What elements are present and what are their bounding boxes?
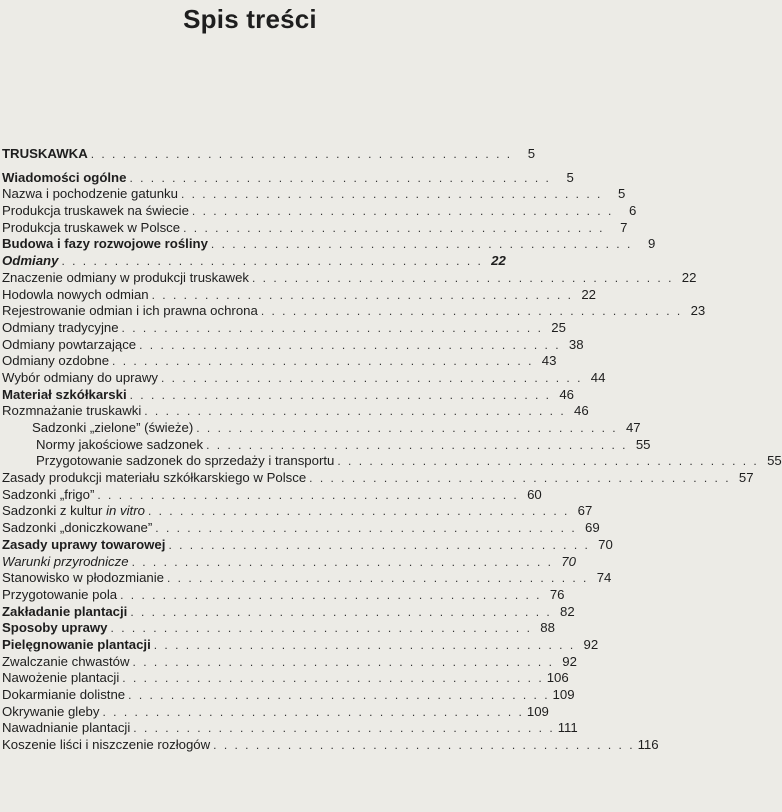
toc-page-number: 22 bbox=[681, 269, 697, 285]
toc-entry-title: Normy jakościowe sadzonek bbox=[36, 436, 204, 452]
toc-entry bbox=[2, 319, 566, 337]
dot-leader: . . . . . . . . . . . . . . . . . . . . . . . . . . . . . . . . . . . . . . . . bbox=[133, 721, 555, 736]
dot-leader: . . . . . . . . . . . . . . . . . . . . . . . . . . . . . . . . . . . . . . . . bbox=[130, 604, 552, 619]
toc-entry-title: Wybór odmiany do uprawy bbox=[2, 369, 159, 385]
toc-entry bbox=[2, 436, 651, 454]
table-of-contents bbox=[2, 146, 782, 754]
dot-leader: . . . . . . . . . . . . . . . . . . . . . . . . . . . . . . . . . . . . . . . . bbox=[147, 504, 570, 519]
toc-entry bbox=[2, 503, 593, 520]
toc-entry bbox=[2, 403, 589, 420]
dot-leader: . . . . . . . . . . . . . . . . . . . . . . . . . . . . . . . . . . . . . . . . bbox=[151, 287, 573, 302]
toc-entry-title: Odmiany tradycyjne bbox=[2, 319, 119, 335]
dot-leader: . . . . . . . . . . . . . . . . . . . . . . . . . . . . . . . . . . . . . . . . bbox=[206, 437, 628, 452]
toc-entry-title: Koszenie liści i niszczenie rozłogów bbox=[2, 737, 211, 753]
toc-entry bbox=[2, 186, 626, 203]
toc-entry bbox=[2, 603, 575, 621]
toc-entry bbox=[2, 653, 577, 671]
dot-leader: . . . . . . . . . . . . . . . . . . . . . . . . . . . . . . . . . . . . . . . . bbox=[309, 471, 731, 486]
dot-leader: . . . . . . . . . . . . . . . . . . . . . . . . . . . . . . . . . . . . . . . . bbox=[260, 304, 683, 319]
toc-page-number: 57 bbox=[738, 470, 754, 486]
toc-page-number: 47 bbox=[625, 420, 641, 435]
toc-entry bbox=[2, 203, 637, 220]
toc-entry-title: Sadzonki „frigo” bbox=[2, 486, 95, 502]
dot-leader: . . . . . . . . . . . . . . . . . . . . . . . . . . . . . . . . . . . . . . . . bbox=[120, 587, 542, 602]
toc-entry-title: Odmiany bbox=[2, 253, 59, 269]
toc-entry-title: Stanowisko w płodozmianie bbox=[2, 570, 164, 586]
dot-leader: . . . . . . . . . . . . . . . . . . . . . . . . . . . . . . . . . . . . . . . . bbox=[337, 454, 759, 469]
toc-entry bbox=[2, 369, 606, 387]
toc-entry bbox=[2, 703, 549, 721]
toc-entry-title-italic: in vitro bbox=[106, 503, 145, 519]
toc-page-number: 9 bbox=[647, 236, 656, 252]
toc-page-number: 55 bbox=[635, 436, 651, 452]
toc-entry-title: Odmiany powtarzające bbox=[2, 336, 137, 352]
toc-page-number: 74 bbox=[596, 570, 612, 586]
toc-page-number: 111 bbox=[557, 720, 578, 736]
toc-entry-title: Pielęgnowanie plantacji bbox=[2, 636, 151, 652]
toc-page-number: 109 bbox=[552, 687, 575, 702]
toc-page-number: 38 bbox=[568, 336, 584, 352]
toc-page-number: 23 bbox=[690, 303, 706, 319]
toc-entry bbox=[2, 169, 574, 187]
toc-entry-title: Zwalczanie chwastów bbox=[2, 653, 130, 669]
toc-page-number: 55 bbox=[767, 453, 782, 469]
toc-page-number: 92 bbox=[583, 636, 599, 652]
toc-page-number: 67 bbox=[577, 503, 593, 519]
toc-page-number: 106 bbox=[546, 670, 569, 686]
dot-leader: . . . . . . . . . . . . . . . . . . . . . . . . . . . . . . . . . . . . . . . . bbox=[102, 704, 524, 719]
toc-page-number: 44 bbox=[590, 369, 606, 385]
toc-page-number: 76 bbox=[549, 586, 565, 602]
dot-leader: . . . . . . . . . . . . . . . . . . . . . . . . . . . . . . . . . . . . . . . . bbox=[183, 220, 605, 235]
dot-leader: . . . . . . . . . . . . . . . . . . . . . . . . . . . . . . . . . . . . . . . . bbox=[129, 387, 552, 402]
toc-entry-title: Sadzonki „zielone” (świeże) bbox=[32, 420, 194, 435]
dot-leader: . . . . . . . . . . . . . . . . . . . . . . . . . . . . . . . . . . . . . . . . bbox=[97, 487, 519, 502]
toc-page-number: 5 bbox=[527, 146, 536, 161]
dot-leader: . . . . . . . . . . . . . . . . . . . . . . . . . . . . . . . . . . . . . . . . bbox=[90, 147, 513, 161]
toc-page-number: 69 bbox=[585, 520, 600, 536]
dot-leader: . . . . . . . . . . . . . . . . . . . . . . . . . . . . . . . . . . . . . . . . bbox=[210, 237, 633, 252]
dot-leader: . . . . . . . . . . . . . . . . . . . . . . . . . . . . . . . . . . . . . . . . bbox=[132, 654, 554, 669]
toc-entry-title: Przygotowanie sadzonek do sprzedaży i transportu bbox=[36, 453, 335, 469]
dot-leader: . . . . . . . . . . . . . . . . . . . . . . . . . . . . . . . . . . . . . . . . bbox=[153, 637, 576, 652]
toc-page-number: 5 bbox=[618, 186, 626, 202]
toc-page-number: 6 bbox=[628, 203, 637, 219]
toc-entry-title: Hodowla nowych odmian bbox=[2, 286, 149, 302]
toc-entry bbox=[2, 536, 613, 554]
dot-leader: . . . . . . . . . . . . . . . . . . . . . . . . . . . . . . . . . . . . . . . . bbox=[129, 170, 551, 185]
toc-page-number: 5 bbox=[566, 169, 574, 185]
dot-leader: . . . . . . . . . . . . . . . . . . . . . . . . . . . . . . . . . . . . . . . . bbox=[122, 671, 544, 686]
toc-page-number: 109 bbox=[526, 703, 549, 719]
toc-entry bbox=[2, 420, 641, 437]
dot-leader: . . . . . . . . . . . . . . . . . . . . . . . . . . . . . . . . . . . . . . . . bbox=[180, 187, 603, 202]
toc-entry bbox=[2, 486, 542, 504]
toc-entry-title: Nawadnianie plantacji bbox=[2, 720, 131, 736]
dot-leader: . . . . . . . . . . . . . . . . . . . . . . . . . . . . . . . . . . . . . . . . bbox=[155, 521, 577, 536]
toc-entry-title: Nawożenie plantacji bbox=[2, 670, 120, 686]
dot-leader: . . . . . . . . . . . . . . . . . . . . . . . . . . . . . . . . . . . . . . . . bbox=[213, 738, 635, 753]
dot-leader: . . . . . . . . . . . . . . . . . . . . . . . . . . . . . . . . . . . . . . . . bbox=[191, 204, 614, 219]
toc-page-number: 60 bbox=[527, 486, 542, 502]
toc-entry bbox=[2, 353, 557, 370]
toc-entry bbox=[2, 737, 659, 754]
toc-entry bbox=[2, 636, 599, 654]
dot-leader: . . . . . . . . . . . . . . . . . . . . . . . . . . . . . . . . . . . . . . . . bbox=[131, 554, 553, 569]
toc-entry bbox=[2, 720, 578, 737]
toc-entry bbox=[2, 670, 569, 687]
dot-leader: . . . . . . . . . . . . . . . . . . . . . . . . . . . . . . . . . . . . . . . . bbox=[61, 254, 483, 269]
page-title: Spis treści bbox=[183, 4, 317, 34]
toc-entry bbox=[2, 687, 575, 704]
toc-entry-title bbox=[2, 503, 145, 520]
toc-entry bbox=[2, 586, 565, 604]
dot-leader: . . . . . . . . . . . . . . . . . . . . . . . . . . . . . . . . . . . . . . . . bbox=[168, 537, 590, 552]
toc-entry bbox=[2, 520, 600, 537]
toc-entry bbox=[2, 453, 782, 470]
toc-entry-title: Zasady uprawy towarowej bbox=[2, 536, 166, 552]
toc-entry-title: Rozmnażanie truskawki bbox=[2, 403, 142, 419]
toc-page-number: 46 bbox=[573, 403, 589, 419]
toc-page-number: 70 bbox=[561, 553, 576, 569]
toc-entry-title: Okrywanie gleby bbox=[2, 703, 100, 719]
toc-entry bbox=[2, 219, 628, 237]
toc-page-number: 25 bbox=[551, 319, 566, 335]
toc-entry-title-plain: Sadzonki z kultur bbox=[2, 503, 107, 519]
toc-entry bbox=[2, 470, 754, 487]
toc-page-number: 88 bbox=[540, 620, 555, 636]
toc-entry-title: Znaczenie odmiany w produkcji truskawek bbox=[2, 269, 250, 285]
dot-leader: . . . . . . . . . . . . . . . . . . . . . . . . . . . . . . . . . . . . . . . . bbox=[139, 337, 561, 352]
dot-leader: . . . . . . . . . . . . . . . . . . . . . . . . . . . . . . . . . . . . . . . . bbox=[128, 688, 550, 702]
toc-entry bbox=[2, 570, 612, 587]
dot-leader: . . . . . . . . . . . . . . . . . . . . . . . . . . . . . . . . . . . . . . . . bbox=[112, 354, 534, 369]
dot-leader: . . . . . . . . . . . . . . . . . . . . . . . . . . . . . . . . . . . . . . . . bbox=[252, 270, 674, 285]
toc-entry-title: Dokarmianie dolistne bbox=[2, 687, 126, 702]
toc-entry bbox=[2, 286, 596, 304]
toc-entry-title: Sadzonki „doniczkowane” bbox=[2, 520, 153, 536]
toc-entry bbox=[2, 336, 584, 354]
toc-entry-title: Produkcja truskawek w Polsce bbox=[2, 219, 181, 235]
toc-entry-title: Odmiany ozdobne bbox=[2, 353, 110, 369]
toc-entry bbox=[2, 269, 697, 287]
toc-entry-title: Sposoby uprawy bbox=[2, 620, 108, 636]
dot-leader: . . . . . . . . . . . . . . . . . . . . . . . . . . . . . . . . . . . . . . . . bbox=[196, 421, 618, 435]
toc-page-number: 22 bbox=[581, 286, 596, 302]
toc-page-number: 70 bbox=[598, 536, 613, 552]
toc-entry-title: Budowa i fazy rozwojowe rośliny bbox=[2, 236, 208, 252]
dot-leader: . . . . . . . . . . . . . . . . . . . . . . . . . . . . . . . . . . . . . . . . bbox=[121, 320, 543, 335]
toc-entry-title: Materiał szkółkarski bbox=[2, 386, 127, 402]
toc-entry-title: Rejestrowanie odmian i ich prawna ochrona bbox=[2, 303, 258, 319]
dot-leader: . . . . . . . . . . . . . . . . . . . . . . . . . . . . . . . . . . . . . . . . bbox=[167, 571, 589, 586]
toc-entry bbox=[2, 146, 536, 163]
dot-leader: . . . . . . . . . . . . . . . . . . . . . . . . . . . . . . . . . . . . . . . . bbox=[161, 370, 583, 385]
toc-page-number: 46 bbox=[559, 386, 575, 402]
toc-entry bbox=[2, 236, 656, 253]
toc-entry bbox=[2, 553, 576, 571]
toc-page-number: 82 bbox=[560, 603, 575, 619]
toc-page-number: 7 bbox=[620, 219, 628, 235]
toc-entry bbox=[2, 620, 555, 637]
toc-entry-title: TRUSKAWKA bbox=[2, 146, 88, 161]
toc-entry-title: Wiadomości ogólne bbox=[2, 169, 127, 185]
toc-entry-title: Zasady produkcji materiału szkółkarskiego w Polsce bbox=[2, 470, 307, 486]
toc-entry bbox=[2, 386, 575, 404]
toc-page-number: 22 bbox=[491, 253, 506, 269]
toc-page-number: 116 bbox=[637, 737, 659, 753]
toc-entry bbox=[2, 303, 706, 320]
toc-entry-title: Nazwa i pochodzenie gatunku bbox=[2, 186, 178, 202]
toc-page-number: 43 bbox=[541, 353, 557, 369]
toc-entry-title: Warunki przyrodnicze bbox=[2, 553, 129, 569]
toc-entry-title: Produkcja truskawek na świecie bbox=[2, 203, 189, 219]
toc-entry-title: Przygotowanie pola bbox=[2, 586, 118, 602]
dot-leader: . . . . . . . . . . . . . . . . . . . . . . . . . . . . . . . . . . . . . . . . bbox=[110, 621, 532, 636]
dot-leader: . . . . . . . . . . . . . . . . . . . . . . . . . . . . . . . . . . . . . . . . bbox=[144, 404, 566, 419]
toc-page-number: 92 bbox=[562, 653, 577, 669]
toc-entry-title: Zakładanie plantacji bbox=[2, 603, 128, 619]
toc-entry bbox=[2, 253, 506, 270]
